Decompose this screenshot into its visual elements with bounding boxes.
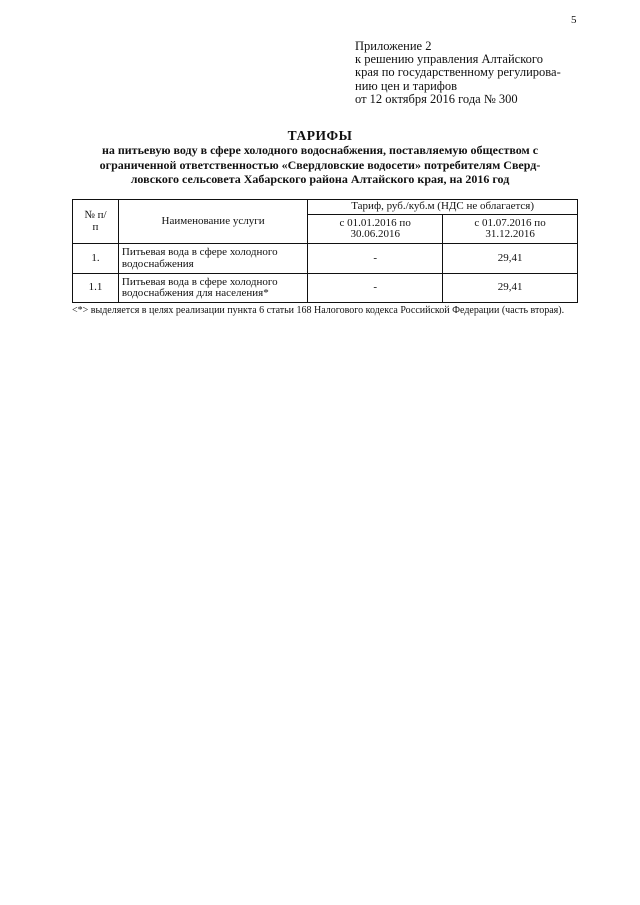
tariff-table (72, 199, 578, 303)
row-period-2: 29,41 (443, 244, 578, 274)
row-service: Питьевая вода в сфере холодного водоснабжения (118, 244, 307, 274)
annex-line: от 12 октября 2016 года № 300 (355, 91, 518, 106)
annex-line: Приложение 2 (355, 39, 432, 53)
row-period-1: - (308, 244, 443, 274)
header-service: Наименование услуги (118, 200, 307, 244)
subtitle-line: ловского сельсовета Хабарского района Алтайского края, на 2016 год (130, 172, 510, 186)
annex-line: к решению управления Алтайского (355, 52, 543, 67)
header-period-2: с 01.07.2016 по 31.12.2016 (443, 215, 578, 244)
document-title: ТАРИФЫ (287, 128, 353, 143)
footnote: <*> выделяется в целях реализации пункта 6 статьи 168 Налогового кодекса Российской Федерации (часть вторая). (72, 305, 565, 316)
header-num: № п/п (73, 200, 119, 244)
row-num: 1. (73, 244, 119, 274)
document-subtitle (60, 143, 580, 187)
header-tariff-group: Тариф, руб./куб.м (НДС не облагается) (308, 200, 578, 215)
table-row (73, 274, 578, 303)
annex-line: нию цен и тарифов (355, 78, 458, 93)
annex-block (355, 40, 595, 106)
subtitle-line: на питьевую воду в сфере холодного водоснабжения, поставляемую обществом с (101, 143, 539, 157)
row-period-1: - (308, 274, 443, 303)
row-service: Питьевая вода в сфере холодного водоснабжения для населения* (118, 274, 307, 303)
row-num: 1.1 (73, 274, 119, 303)
annex-line: края по государственному регулирова- (355, 65, 561, 80)
row-period-2: 29,41 (443, 274, 578, 303)
page-number: 5 (571, 14, 577, 26)
table-row (73, 244, 578, 274)
header-period-1: с 01.01.2016 по 30.06.2016 (308, 215, 443, 244)
subtitle-line: ограниченной ответственностью «Свердловские водосети» потребителям Сверд- (99, 157, 541, 172)
